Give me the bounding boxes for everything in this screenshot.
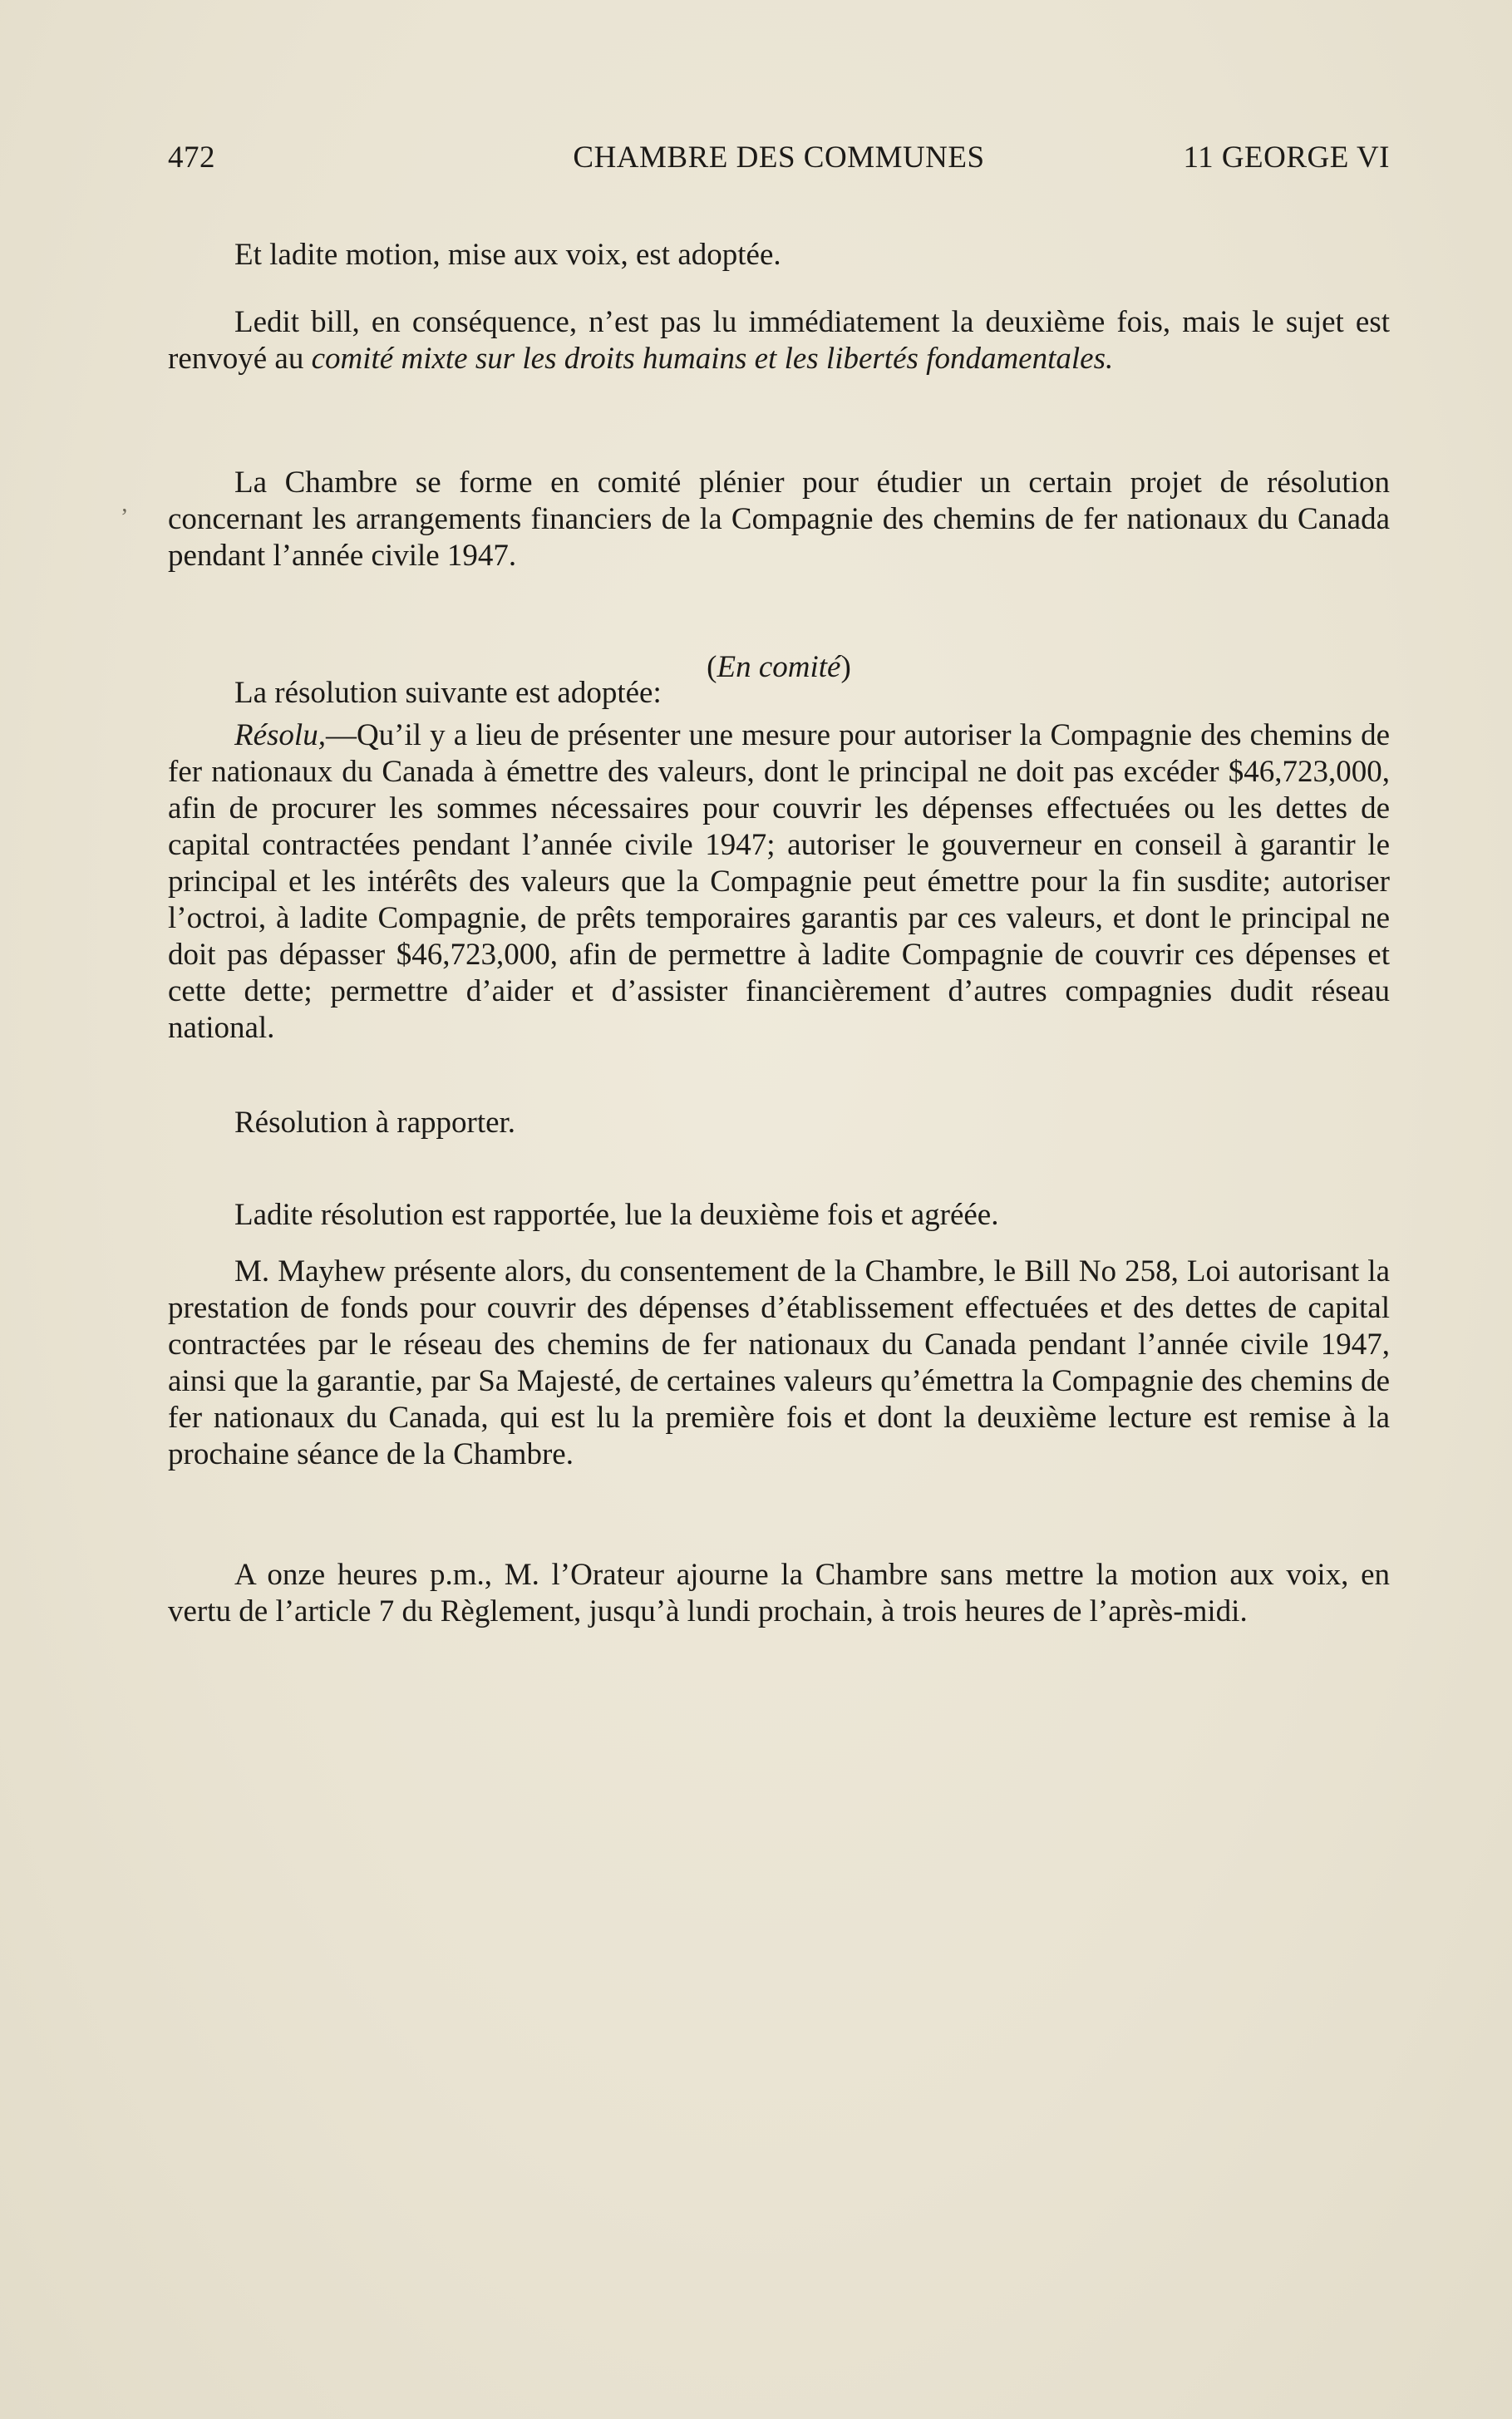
paragraph-committee-of-whole bbox=[168, 465, 1390, 574]
paragraph-text: Et ladite motion, mise aux voix, est adoptée. bbox=[234, 238, 781, 272]
paragraph-text: Ladite résolution est rapportée, lue la deuxième fois et agréée. bbox=[234, 1198, 999, 1232]
running-title: CHAMBRE DES COMMUNES bbox=[573, 140, 985, 175]
paragraph-text: Ledit bill, en conséquence, n’est pas lu immédiatement la deuxième fois, mais le sujet est renvoyé au bbox=[168, 305, 1390, 376]
paragraph-bill-258 bbox=[168, 1254, 1390, 1473]
page-number: 472 bbox=[168, 140, 215, 175]
paragraph-text: M. Mayhew présente alors, du consentement de la Chambre, le Bill No 258, Loi autorisant la prestation de fonds pour couvrir des dépenses d’établissement effectuées et des dettes de capital contractées par le réseau des chemins de fer nationaux du Canada pendant l’année civile 1947, ainsi que la garantie, par Sa Majesté, de certaines valeurs qu’émettra la Compagnie des chemins de fer nationaux du Canada, qui est lu la première fois et dont la deuxième lecture est remise à la prochaine séance de la Chambre. bbox=[168, 1254, 1390, 1471]
paragraph-text: La résolution suivante est adoptée: bbox=[234, 676, 662, 710]
marginal-mark: ’ bbox=[121, 505, 129, 530]
in-committee-label: En comité bbox=[717, 650, 841, 684]
paragraph-text: La Chambre se forme en comité plénier pour étudier un certain projet de résolution concernant les arrangements financiers de la Compagnie des chemins de fer nationaux du Canada pendant l’année civile 1947. bbox=[168, 466, 1390, 573]
paragraph-resolution-adopted bbox=[168, 675, 1390, 712]
session-label: 11 GEORGE VI bbox=[1183, 140, 1390, 175]
paragraph-text: Résolution à rapporter. bbox=[234, 1106, 516, 1140]
paragraph-text: A onze heures p.m., M. l’Orateur ajourne la Chambre sans mettre la motion aux voix, en vertu de l’article 7 du Règlement, jusqu’à lundi prochain, à trois heures de l’après-midi. bbox=[168, 1558, 1390, 1628]
paragraph-adjournment bbox=[168, 1557, 1390, 1630]
paragraph-resolution-reported bbox=[168, 1197, 1390, 1234]
paragraph-resolution-text bbox=[168, 717, 1390, 1047]
paren-close: ) bbox=[840, 650, 851, 684]
page-header bbox=[168, 140, 1390, 186]
resolved-label: Résolu, bbox=[234, 718, 326, 752]
committee-name: comité mixte sur les droits humains et les libertés fondamentales. bbox=[311, 342, 1114, 376]
paragraph-resolution-to-report bbox=[168, 1105, 1390, 1141]
paragraph-bill-referred bbox=[168, 304, 1390, 377]
paragraph-text: —Qu’il y a lieu de présenter une mesure pour autoriser la Compagnie des chemins de fer nationaux du Canada à émettre des valeurs, dont le principal ne doit pas excéder $46,723,000, afin de procurer les sommes nécessaires pour couvrir les dépenses effectuées ou les dettes de capital contractées pendant l’année civile 1947; autoriser le gouverneur en conseil à garantir le principal et les intérêts des valeurs que la Compagnie peut émettre pour la fin susdite; autoriser l’octroi, à ladite Compagnie, de prêts temporaires garantis par ces valeurs, et dont le principal ne doit pas dépasser $46,723,000, afin de permettre à ladite Compagnie de couvrir ces dépenses et cette dette; permettre d’aider et d’assister financièrement d’autres compagnies dudit réseau national. bbox=[168, 718, 1390, 1045]
paragraph-motion-adopted bbox=[168, 237, 1390, 273]
paren-open: ( bbox=[707, 650, 717, 684]
